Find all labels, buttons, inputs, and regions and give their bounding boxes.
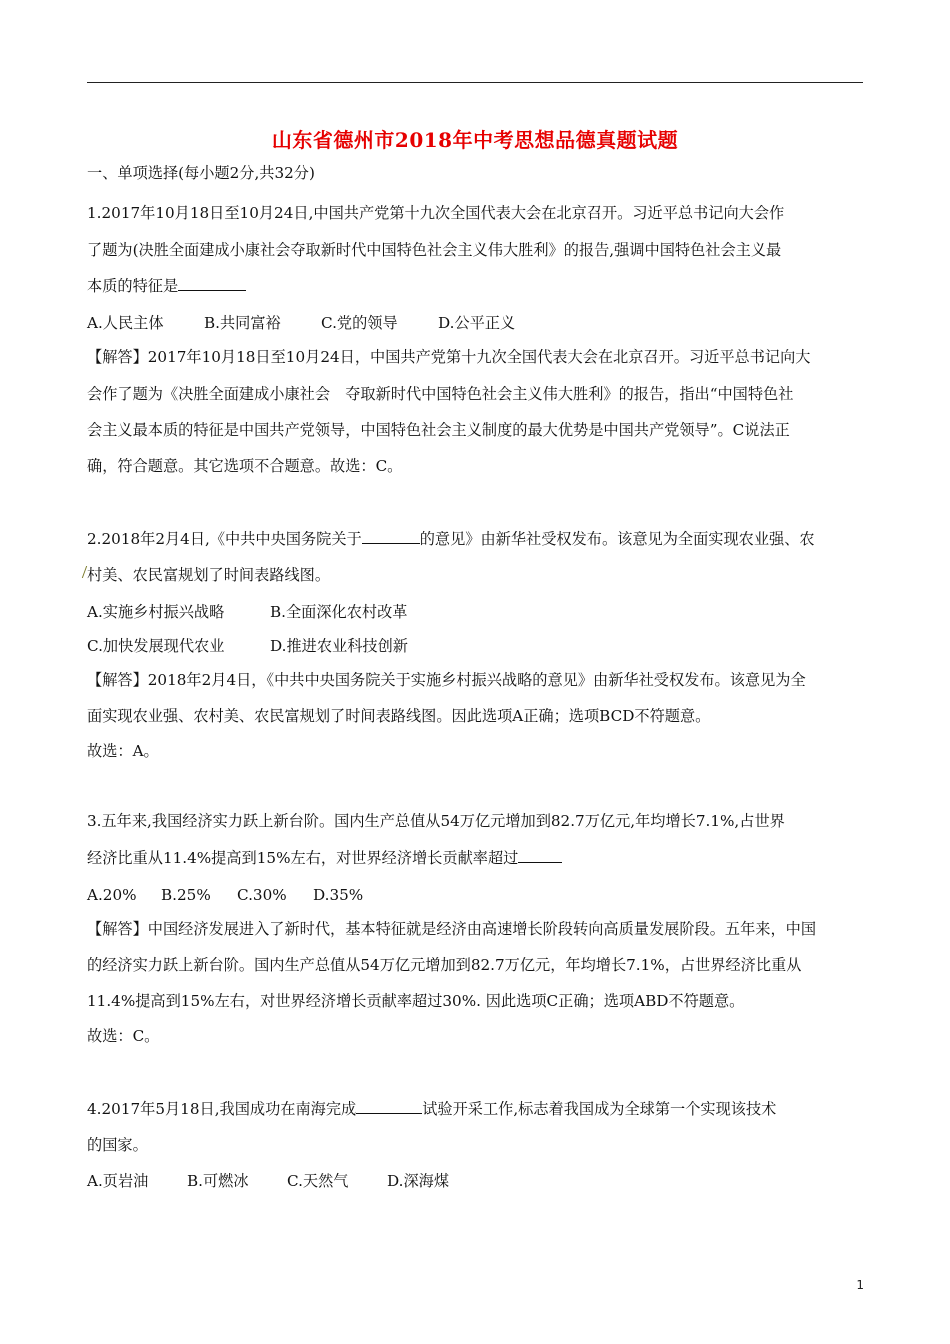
header-rule <box>87 82 863 83</box>
page-number: 1 <box>856 1278 864 1292</box>
q4-options <box>87 1171 449 1191</box>
q2-answer-line-2: 面实现农业强、农村美、农民富规划了时间表路线图。因此选项A正确；选项BCD不符题意。 <box>87 707 711 725</box>
q3-option-a: A.20% <box>87 886 137 904</box>
q2-option-c: C.加快发展现代农业 <box>87 637 225 655</box>
q3-option-b: B.25% <box>161 886 211 904</box>
q2-option-d: D.推进农业科技创新 <box>270 637 408 655</box>
q3-answer-line-2: 的经济实力跃上新台阶。国内生产总值从54万亿元增加到82.7万亿元，年均增长7.1%，占世界经济比重从 <box>87 956 802 974</box>
q3-answer-line-4: 故选：C。 <box>87 1027 160 1045</box>
q1-option-c: C.党的领导 <box>321 314 398 332</box>
q3-answer-blank <box>518 848 562 863</box>
q4-option-b: B.可燃冰 <box>187 1172 249 1190</box>
q1-answer-line-1: 【解答】2017年10月18日至10月24日，中国共产党第十九次全国代表大会在北京召开。习近平总书记向大 <box>87 348 811 366</box>
q3-answer-line-3: 11.4%提高到15%左右，对世界经济增长贡献率超过30%. 因此选项C正确；选项ABD不符题意。 <box>87 992 745 1010</box>
q4-option-d: D.深海煤 <box>387 1172 450 1190</box>
q3-stem-line-2 <box>87 848 562 868</box>
q1-option-a: A.人民主体 <box>87 314 164 332</box>
q4-option-a: A.页岩油 <box>87 1172 149 1190</box>
q2-stem-line-1 <box>87 529 815 549</box>
q2-answer-line-1: 【解答】2018年2月4日，《中共中央国务院关于实施乡村振兴战略的意见》由新华社受权发布。该意见为全 <box>87 671 806 689</box>
q2-options-row-2 <box>87 636 408 656</box>
q3-answer-line-1: 【解答】中国经济发展进入了新时代，基本特征就是经济由高速增长阶段转向高质量发展阶段。五年来，中国 <box>87 920 816 938</box>
q2-answer-line-3: 故选：A。 <box>87 742 159 760</box>
q3-stem-line-1: 3.五年来,我国经济实力跃上新台阶。国内生产总值从54万亿元增加到82.7万亿元,年均增长7.1%,占世界 <box>87 812 785 830</box>
q1-stem-text: 本质的特征是 <box>87 277 179 295</box>
q1-option-d: D.公平正义 <box>438 314 516 332</box>
q1-stem-line-1: 1.2017年10月18日至10月24日,中国共产党第十九次全国代表大会在北京召开。习近平总书记向大会作 <box>87 204 785 222</box>
q3-option-d: D.35% <box>313 886 364 904</box>
q1-stem-line-2: 了题为(决胜全面建成小康社会夺取新时代中国特色社会主义伟大胜利》的报告,强调中国特色社会主义最 <box>87 241 782 259</box>
q2-stem-pre: 2.2018年2月4日,《中共中央国务院关于 <box>87 530 362 548</box>
q3-option-c: C.30% <box>237 886 287 904</box>
q1-answer-blank <box>178 276 246 291</box>
q1-option-b: B.共同富裕 <box>204 314 281 332</box>
q3-options <box>87 885 363 905</box>
q1-answer-line-2: 会作了题为《决胜全面建成小康社会 夺取新时代中国特色社会主义伟大胜利》的报告，指出“中国特色社 <box>87 385 794 403</box>
q4-stem-pre: 4.2017年5月18日,我国成功在南海完成 <box>87 1100 357 1118</box>
q4-answer-blank <box>356 1099 422 1114</box>
q1-stem-line-3 <box>87 276 246 296</box>
q4-stem-post: 试验开采工作,标志着我国成为全球第一个实现该技术 <box>422 1100 777 1118</box>
document-title: 山东省德州市2018年中考思想品德真题试题 <box>271 128 679 152</box>
q2-stem-line-2: 村美、农民富规划了时间表路线图。 <box>87 566 330 584</box>
q2-option-a: A.实施乡村振兴战略 <box>87 603 225 621</box>
q4-stem-line-1 <box>87 1099 776 1119</box>
q4-stem-line-2: 的国家。 <box>87 1136 148 1154</box>
q2-options-row-1 <box>87 602 408 622</box>
q2-option-b: B.全面深化农村改革 <box>270 603 408 621</box>
q1-answer-line-4: 确，符合题意。其它选项不合题意。故选：C。 <box>87 457 403 475</box>
q2-stem-post: 的意见》由新华社受权发布。该意见为全面实现农业强、农 <box>419 530 815 548</box>
q1-answer-line-3: 会主义最本质的特征是中国共产党领导，中国特色社会主义制度的最大优势是中国共产党领导”。C说法正 <box>87 421 790 439</box>
q3-stem-text: 经济比重从11.4%提高到15%左右，对世界经济增长贡献率超过 <box>87 849 519 867</box>
q4-option-c: C.天然气 <box>287 1172 349 1190</box>
q1-options <box>87 313 515 333</box>
section-heading: 一、单项选择(每小题2分,共32分) <box>87 164 315 182</box>
q2-answer-blank <box>362 529 420 544</box>
